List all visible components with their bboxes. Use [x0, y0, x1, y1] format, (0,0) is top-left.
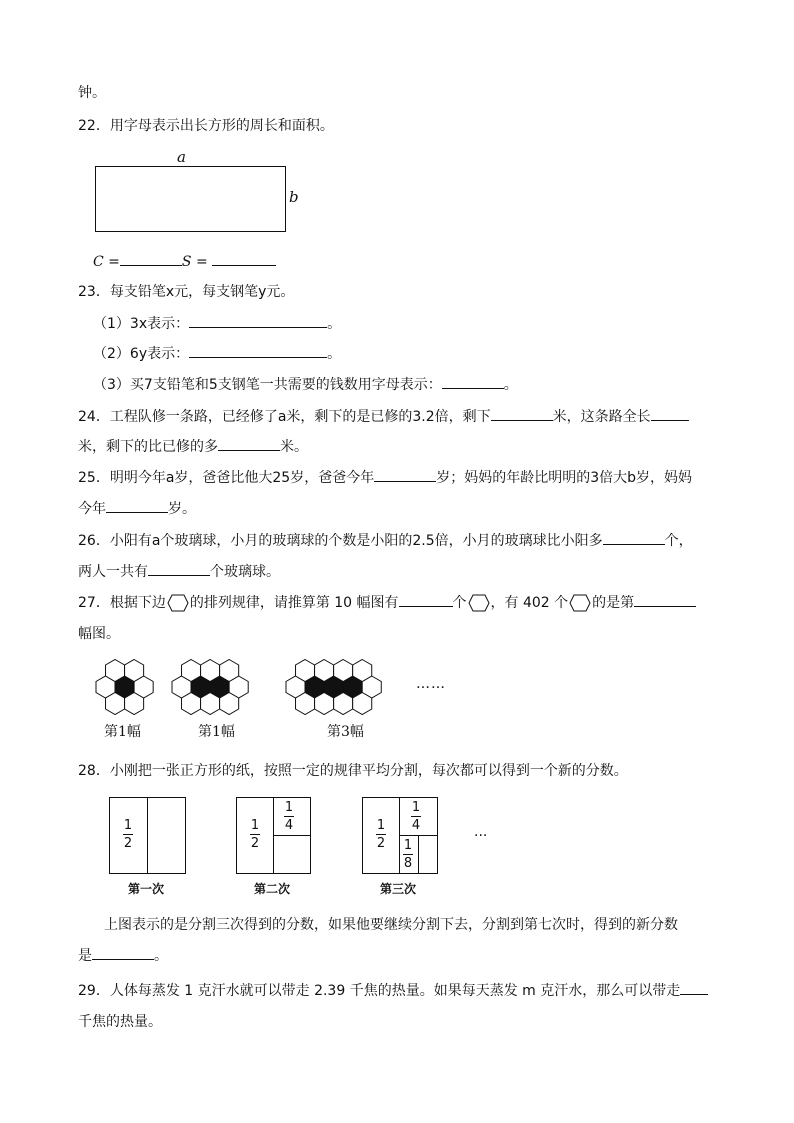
hexagon-white	[201, 693, 220, 715]
question-29-line2: 千焦的热量。	[78, 1014, 162, 1030]
fraction-eighth: 1 8	[403, 838, 413, 871]
q25-blank-2[interactable]	[106, 498, 168, 513]
area-label: S =	[181, 254, 208, 270]
question-23-2: （2）6y表示： 。	[93, 343, 341, 363]
hexagon-icon	[569, 594, 591, 612]
hexagon-white	[106, 660, 125, 682]
question-27-line1: 27．根据下边 的排列规律，请推算第 10 幅图有 个 ，有 402 个 的是第	[78, 592, 696, 612]
question-25-line2: 今年 岁。	[78, 498, 196, 518]
hexagon-white	[353, 693, 372, 715]
question-27-line2: 幅图。	[78, 626, 120, 642]
divider-line	[147, 798, 148, 873]
hexagon-white	[334, 693, 353, 715]
q24-blank-3[interactable]	[218, 436, 280, 451]
hexagon-white	[315, 660, 334, 682]
question-28: 28．小刚把一张正方形的纸，按照一定的规律平均分割，每次都可以得到一个新的分数。	[78, 763, 628, 779]
hexagon-white	[296, 693, 315, 715]
hexagon-white	[220, 693, 239, 715]
question-24-line2: 米，剩下的比已修的多 米。	[78, 436, 308, 456]
hexagon-white	[125, 660, 144, 682]
hexagon-white	[353, 660, 372, 682]
hexagon-white	[106, 693, 125, 715]
divider-line	[418, 835, 419, 873]
question-28-text-line2: 是 。	[78, 945, 168, 965]
question-26-line2: 两人一共有 个玻璃球。	[78, 561, 280, 581]
q26-blank-1[interactable]	[603, 530, 665, 545]
pattern-ellipsis: ……	[416, 676, 446, 692]
question-24-line1: 24．工程队修一条路，已经修了a米，剩下的是已修的3.2倍，剩下 米，这条路全长	[78, 406, 689, 426]
q23-3-blank[interactable]	[442, 374, 504, 389]
hexagon-icon	[167, 594, 189, 612]
hexagon-icon	[468, 594, 490, 612]
fraction-half: 1 2	[123, 818, 133, 851]
fraction-quarter: 1 4	[284, 800, 294, 833]
hex-caption-2: 第1幅	[198, 724, 235, 740]
divider-line	[273, 835, 310, 836]
hex-caption-1: 第1幅	[104, 724, 141, 740]
hexagon-white	[334, 660, 353, 682]
fraction-half: 1 2	[250, 818, 260, 851]
q23-1-blank[interactable]	[189, 313, 327, 328]
question-23: 23．每支铅笔x元，每支钢笔y元。	[78, 284, 295, 300]
q23-2-blank[interactable]	[189, 343, 327, 358]
question-26-line1: 26．小阳有a个玻璃球，小月的玻璃球的个数是小阳的2.5倍，小月的玻璃球比小阳多 个，	[78, 530, 693, 550]
perimeter-blank[interactable]	[120, 251, 182, 266]
perimeter-label: C = S =	[93, 251, 276, 270]
area-blank[interactable]	[212, 251, 276, 266]
question-25-line1: 25．明明今年a岁，爸爸比他大25岁，爸爸今年 岁；妈妈的年龄比明明的3倍大b岁，妈妈	[78, 467, 692, 487]
frac-caption-3: 第三次	[380, 882, 417, 896]
q24-blank-2[interactable]	[651, 406, 689, 421]
hexagon-white	[125, 693, 144, 715]
q25-blank-1[interactable]	[374, 467, 436, 482]
hexagon-pattern-figure	[88, 652, 468, 724]
fraction-quarter: 1 4	[411, 800, 421, 833]
question-22: 22．用字母表示出长方形的周长和面积。	[78, 118, 334, 134]
rect-label-a: a	[177, 148, 186, 166]
frac-caption-2: 第二次	[254, 882, 291, 896]
q26-blank-2[interactable]	[148, 561, 210, 576]
q29-blank[interactable]	[680, 980, 708, 995]
hexagon-white	[182, 660, 201, 682]
q28-blank[interactable]	[92, 945, 154, 960]
q24-blank-1[interactable]	[491, 406, 553, 421]
hexagon-white	[220, 660, 239, 682]
q27-blank-2[interactable]	[634, 592, 696, 607]
question-23-3: （3）买7支铅笔和5支钢笔一共需要的钱数用字母表示： 。	[93, 374, 518, 394]
hexagon-white	[296, 660, 315, 682]
rectangle-figure	[95, 166, 286, 232]
fraction-half: 1 2	[376, 818, 386, 851]
question-23-1: （1）3x表示： 。	[93, 313, 341, 333]
q27-blank-1[interactable]	[399, 592, 453, 607]
rect-label-b: b	[289, 188, 299, 206]
question-29-line1: 29．人体每蒸发 1 克汗水就可以带走 2.39 千焦的热量。如果每天蒸发 m 克汗水，那么可以带走	[78, 980, 708, 1000]
hexagon-white	[182, 693, 201, 715]
hexagon-white	[315, 693, 334, 715]
hexagon-white	[201, 660, 220, 682]
text-line-continuation: 钟。	[78, 85, 106, 101]
fraction-ellipsis: ···	[474, 828, 488, 844]
frac-caption-1: 第一次	[128, 882, 165, 896]
hex-caption-3: 第3幅	[327, 724, 364, 740]
question-28-text-line1: 上图表示的是分割三次得到的分数，如果他要继续分割下去，分割到第七次时，得到的新分数	[104, 917, 678, 933]
